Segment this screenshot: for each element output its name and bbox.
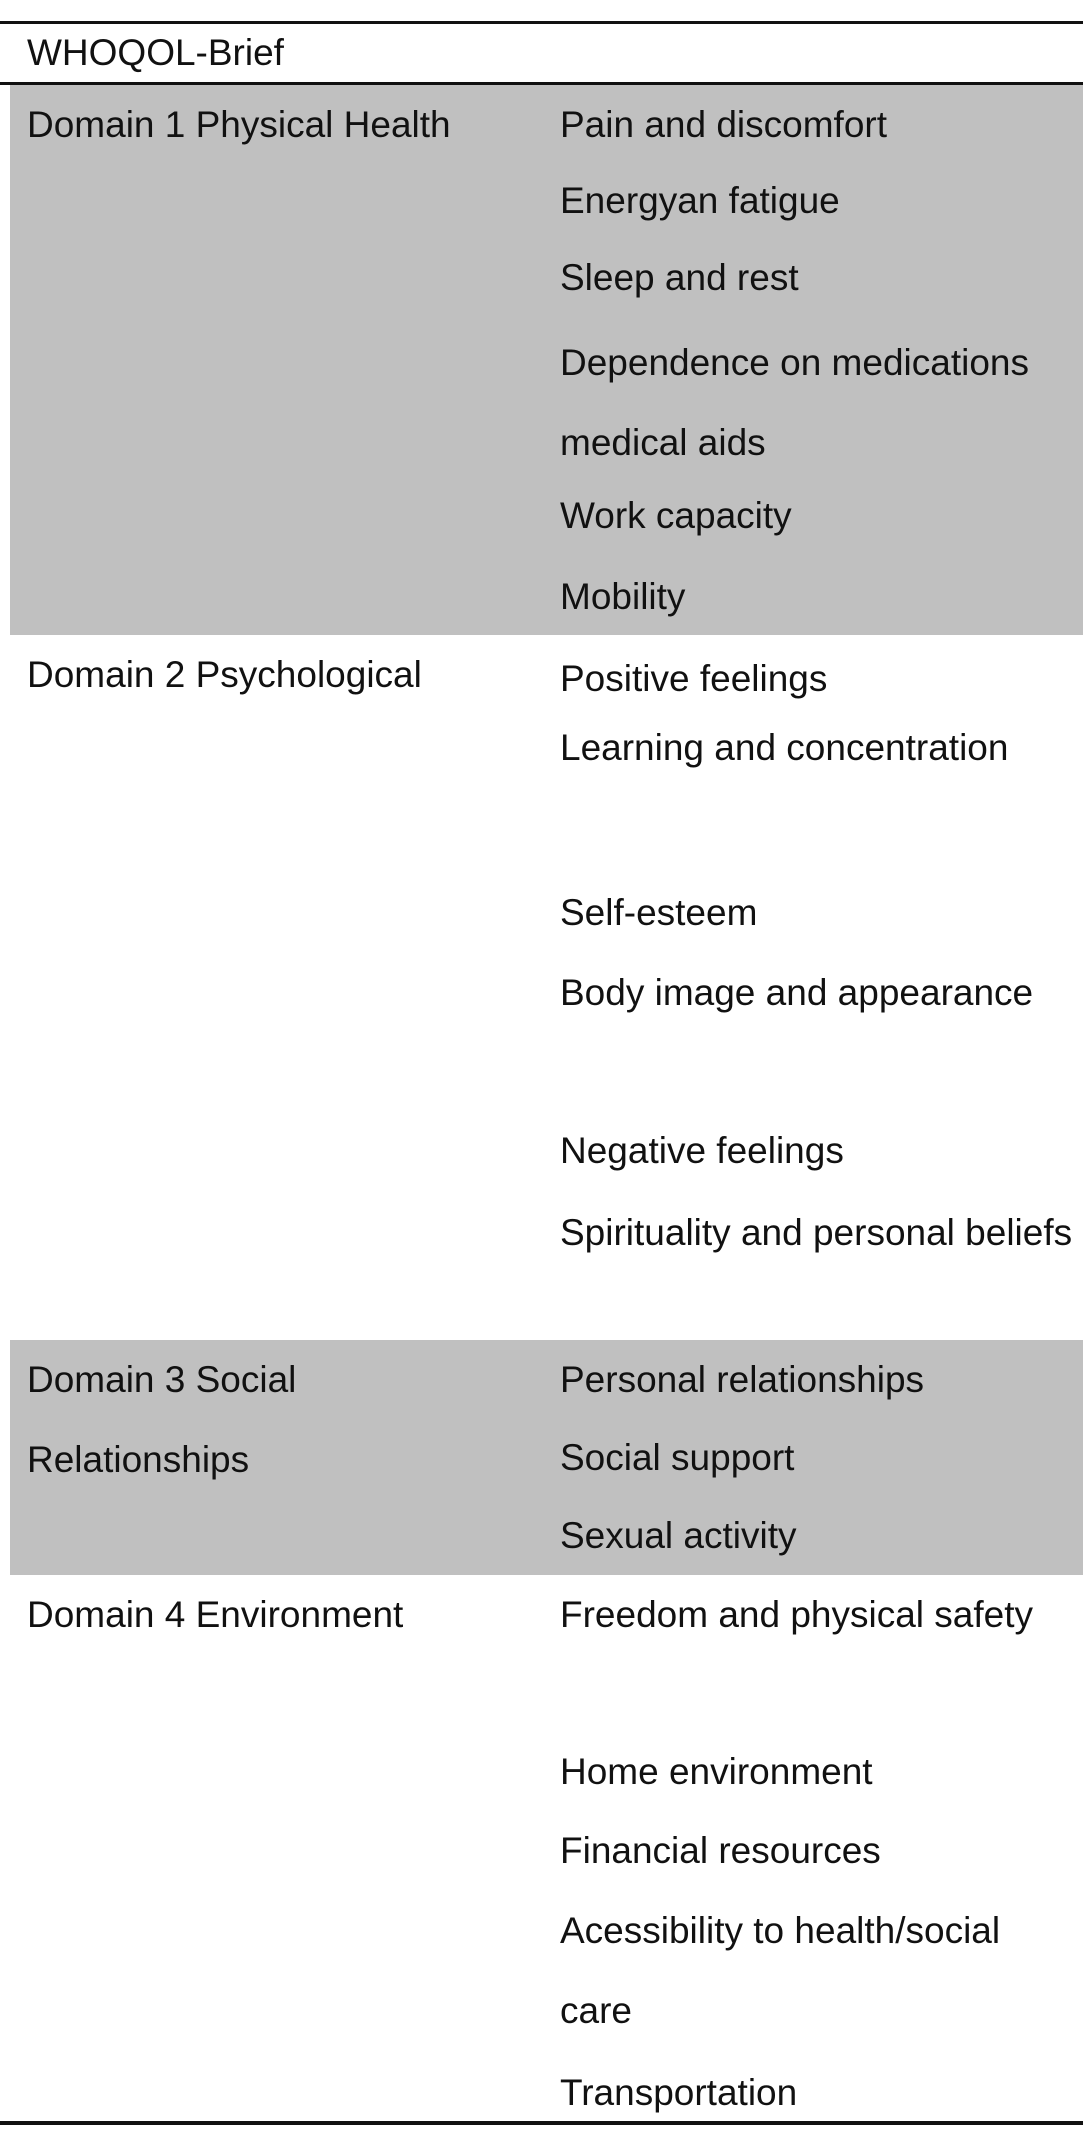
domain-label: Domain 1 Physical Health <box>27 104 451 145</box>
domain-row-social-relationships <box>10 1340 1083 1575</box>
domain-label: Domain 3 Social Relationships <box>27 1359 297 1480</box>
facet-item: Work capacity <box>560 495 792 536</box>
facet-item: Dependence on medications medical aids <box>560 342 1029 463</box>
table-title: WHOQOL-Brief <box>27 32 284 73</box>
table-bottom-rule <box>0 2121 1083 2125</box>
facet-item: Personal relationships <box>560 1359 925 1400</box>
facet-item: Energyan fatigue <box>560 180 840 221</box>
facet-item: Positive feelings <box>560 658 828 699</box>
facet-item: Negative feelings <box>560 1130 844 1171</box>
domain-row-psychological <box>10 635 1083 1340</box>
facet-item: Spirituality and personal beliefs <box>560 1212 1073 1253</box>
domain-row-physical-health <box>10 85 1083 635</box>
facet-item: Home environment <box>560 1751 873 1792</box>
domain-label: Domain 4 Environment <box>27 1594 404 1635</box>
facet-item: Mobility <box>560 576 686 617</box>
facet-item: Sexual activity <box>560 1515 797 1556</box>
facet-item: Body image and appearance <box>560 972 1034 1013</box>
facet-item: Acessibility to health/social care <box>560 1910 1001 2031</box>
facet-item: Sleep and rest <box>560 257 799 298</box>
facet-item: Transportation <box>560 2072 798 2113</box>
facet-item: Learning and concentration <box>560 727 1009 768</box>
domain-row-environment <box>10 1575 1083 2121</box>
facet-item: Social support <box>560 1437 795 1478</box>
facet-item: Financial resources <box>560 1830 881 1871</box>
facet-item: Self-esteem <box>560 892 758 933</box>
facet-item: Pain and discomfort <box>560 104 888 145</box>
facet-item: Freedom and physical safety <box>560 1594 1034 1635</box>
domain-label: Domain 2 Psychological <box>27 654 422 695</box>
